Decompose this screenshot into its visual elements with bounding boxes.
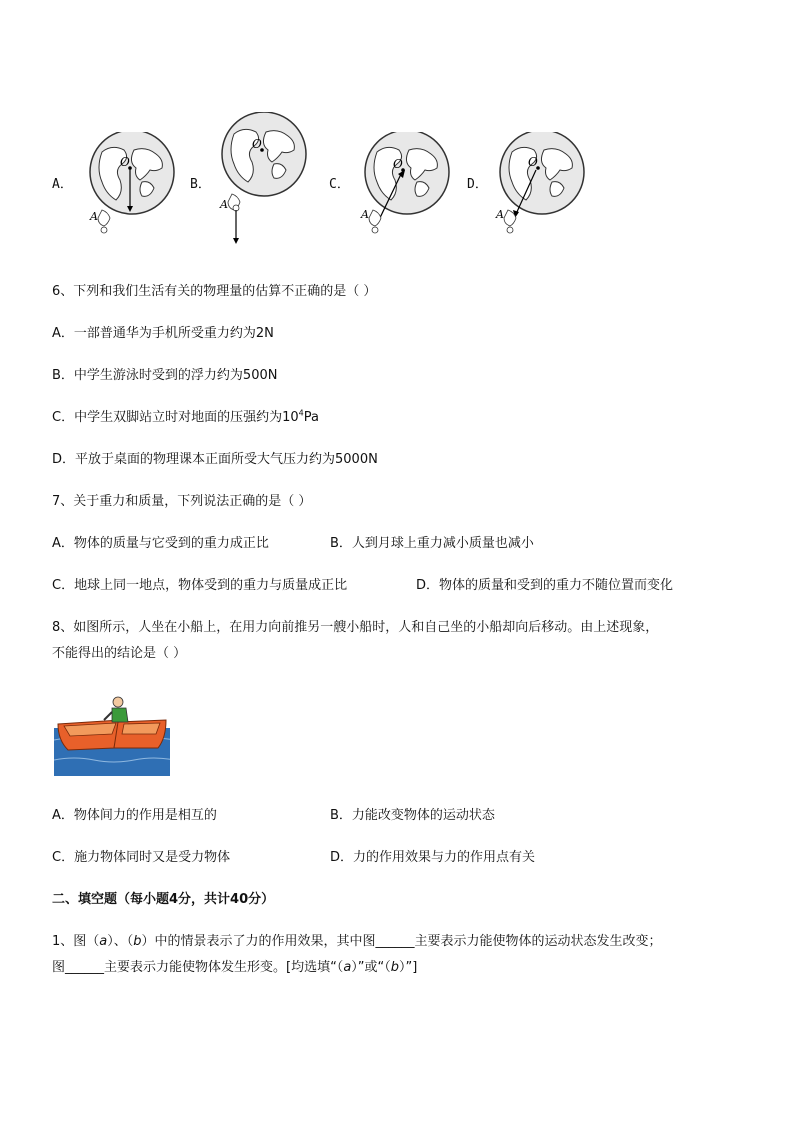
fill1-text: ）”] bbox=[399, 960, 418, 975]
person-label: A bbox=[220, 198, 228, 211]
q6-option-c-unit: Pa bbox=[303, 410, 319, 425]
q5-option-b-label: B． bbox=[190, 177, 211, 192]
globe-figure-b bbox=[212, 112, 312, 252]
q6-stem: 6、下列和我们生活有关的物理量的估算不正确的是（ ） bbox=[52, 284, 377, 299]
q8-stem-line1: 8、如图所示，人坐在小船上，在用力向前推另一艘小船时，人和自己坐的小船却向后移动。由上述现象， bbox=[52, 620, 659, 635]
q6-option-b[interactable]: B．中学生游泳时受到的浮力约为500N bbox=[52, 368, 278, 383]
person-label: A bbox=[90, 210, 98, 223]
section-title: 二、填空题（每小题4分，共计40分） bbox=[52, 892, 275, 907]
q8-stem-line2: 不能得出的结论是（ ） bbox=[52, 646, 187, 661]
q8-option-b[interactable]: B．力能改变物体的运动状态 bbox=[330, 808, 495, 823]
person-label: A bbox=[496, 208, 504, 221]
fill1-fig-b: b bbox=[390, 960, 400, 975]
q5-option-d-label: D． bbox=[467, 177, 488, 192]
q7-option-c[interactable]: C．地球上同一地点，物体受到的重力与质量成正比 bbox=[52, 578, 348, 593]
q6-option-c-exponent: 4 bbox=[298, 408, 304, 418]
q6-option-c[interactable] bbox=[52, 409, 319, 427]
q7-option-b[interactable]: B．人到月球上重力减小质量也减小 bbox=[330, 536, 534, 551]
q8-option-c[interactable]: C．施力物体同时又是受力物体 bbox=[52, 850, 231, 865]
fill1-text: 图______主要表示力能使物体发生形变。[均选填“（ bbox=[52, 960, 344, 975]
globe-center-mark: O bbox=[120, 155, 130, 169]
q8-option-a[interactable]: A．物体间力的作用是相互的 bbox=[52, 808, 217, 823]
fill1-fig-a: a bbox=[99, 934, 108, 949]
fill1-fig-b: b bbox=[133, 934, 142, 949]
q5-option-a-label: A． bbox=[52, 177, 73, 192]
q7-option-a[interactable]: A．物体的质量与它受到的重力成正比 bbox=[52, 536, 269, 551]
fill1-line1 bbox=[52, 933, 662, 951]
q8-option-d[interactable]: D．力的作用效果与力的作用点有关 bbox=[330, 850, 536, 865]
globe-figure-a bbox=[82, 132, 182, 242]
q7-stem: 7、关于重力和质量，下列说法正确的是（ ） bbox=[52, 494, 312, 509]
q6-option-c-text: C．中学生双脚站立时对地面的压强约为10 bbox=[52, 410, 299, 425]
globe-figure-d bbox=[490, 132, 590, 242]
fill1-fig-a: a bbox=[343, 960, 352, 975]
person-label: A bbox=[361, 208, 369, 221]
globe-figure-c bbox=[355, 132, 455, 242]
q7-option-d[interactable]: D．物体的质量和受到的重力不随位置而变化 bbox=[416, 578, 674, 593]
q6-option-d[interactable]: D．平放于桌面的物理课本正面所受大气压力约为5000N bbox=[52, 452, 378, 467]
globe-center-mark: O bbox=[252, 137, 262, 151]
globe-center-mark: O bbox=[393, 157, 403, 171]
fill1-text: ）中的情景表示了力的作用效果，其中图______主要表示力能使物体的运动状态发生改变； bbox=[141, 934, 662, 949]
fill1-text: 1、图（ bbox=[52, 934, 100, 949]
fill1-line2 bbox=[52, 959, 417, 977]
q5-option-c-label: C． bbox=[329, 177, 350, 192]
fill1-text: ）、（ bbox=[107, 934, 134, 949]
boat-illustration bbox=[54, 690, 170, 776]
q6-option-a[interactable]: A．一部普通华为手机所受重力约为2N bbox=[52, 326, 274, 341]
fill1-text: ）”或“（ bbox=[351, 960, 391, 975]
globe-center-mark: O bbox=[528, 155, 538, 169]
